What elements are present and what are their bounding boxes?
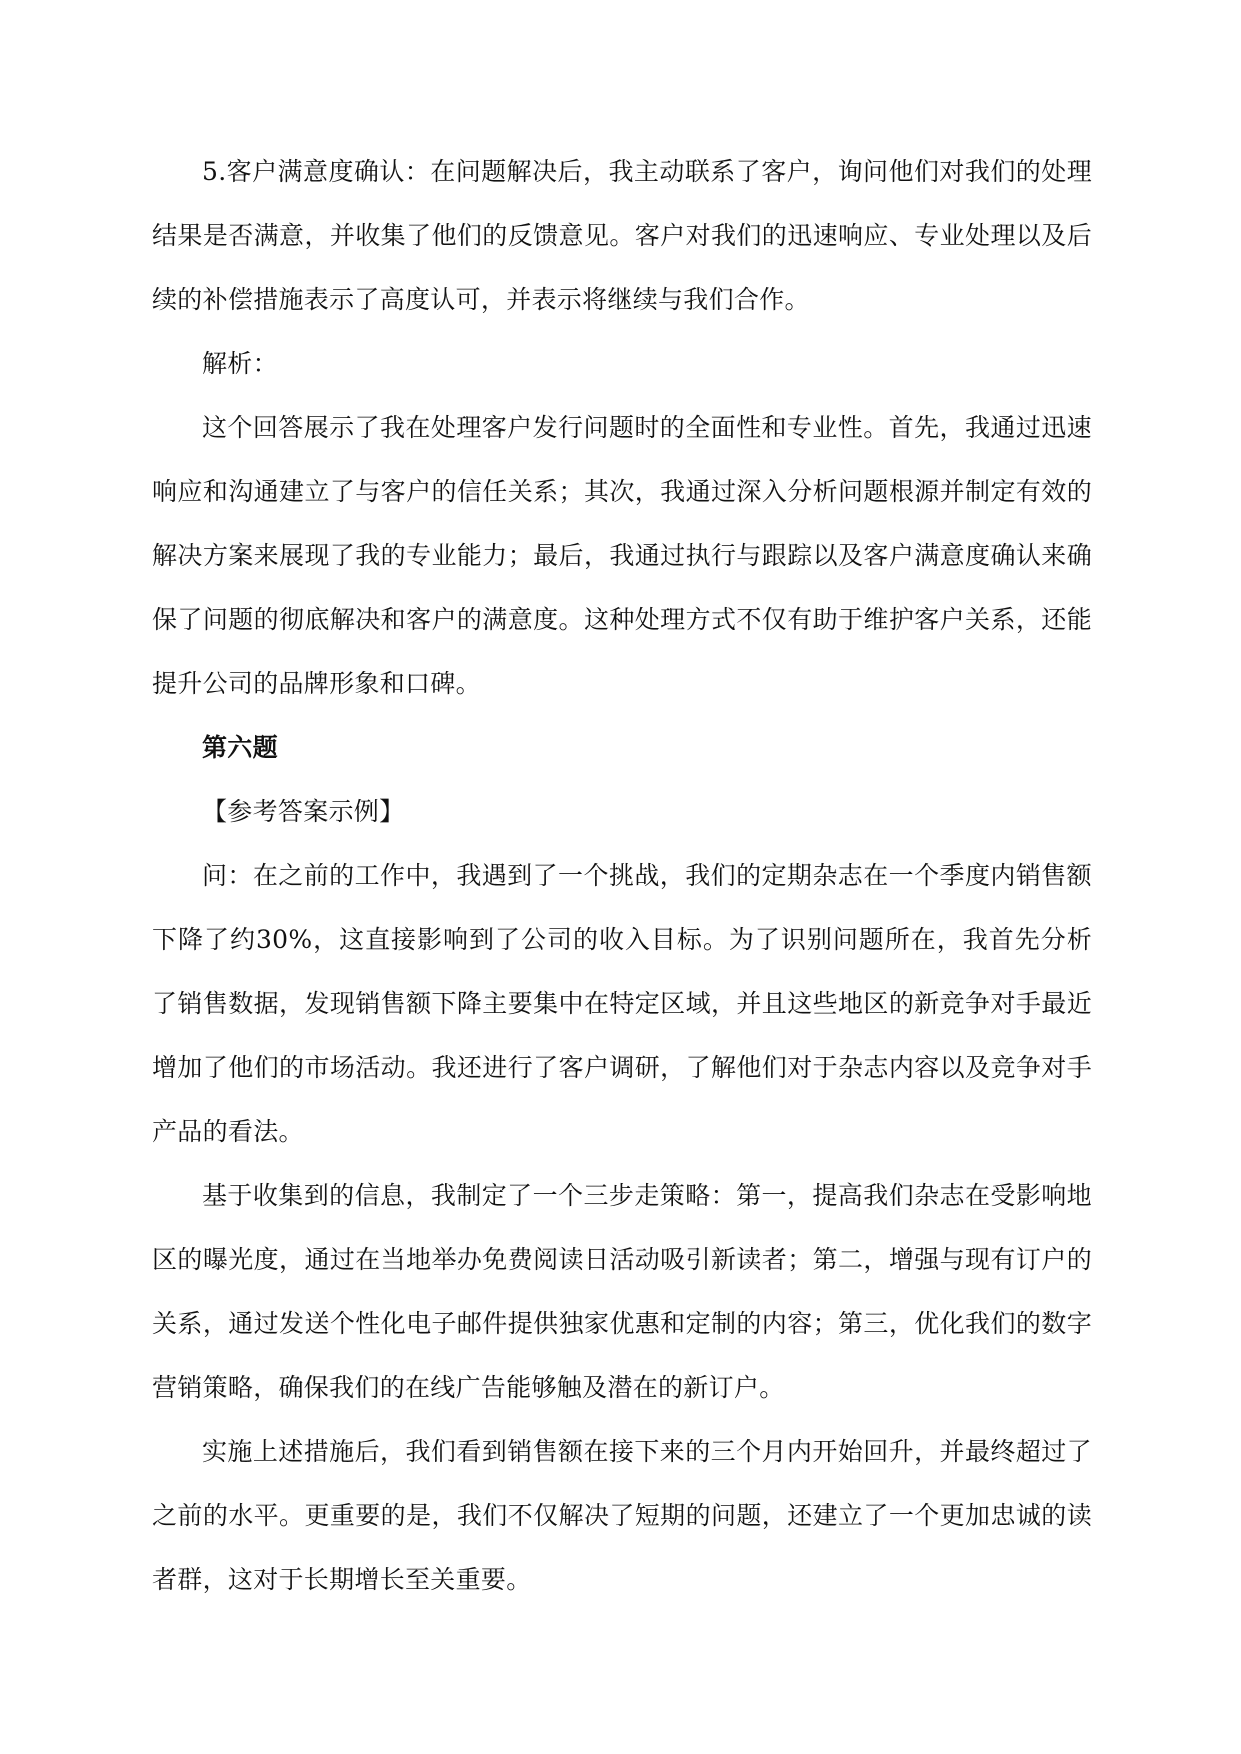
paragraph-analysis-label: 解析： <box>202 349 278 378</box>
reference-answer-label: 【参考答案示例】 <box>202 797 405 826</box>
paragraph-results: 实施上述措施后，我们看到销售额在接下来的三个月内开始回升，并最终超过了之前的水平。更重要的是，我们不仅解决了短期的问题，还建立了一个更加忠诚的读者群，这对于长期增长至关重要。 <box>152 1437 1092 1594</box>
paragraph-analysis: 这个回答展示了我在处理客户发行问题时的全面性和专业性。首先，我通过迅速响应和沟通建立了与客户的信任关系；其次，我通过深入分析问题根源并制定有效的解决方案来展现了我的专业能力；最后，我通过执行与跟踪以及客户满意度确认来确保了问题的彻底解决和客户的满意度。这种处理方式不仅有助于维护客户关系，还能提升公司的品牌形象和口碑。 <box>152 413 1092 698</box>
paragraph-question: 问：在之前的工作中，我遇到了一个挑战，我们的定期杂志在一个季度内销售额下降了约30%，这直接影响到了公司的收入目标。为了识别问题所在，我首先分析了销售数据，发现销售额下降主要集中在特定区域，并且这些地区的新竞争对手最近增加了他们的市场活动。我还进行了客户调研，了解他们对于杂志内容以及竞争对手产品的看法。 <box>152 861 1092 1146</box>
section-heading: 第六题 <box>202 733 278 762</box>
paragraph-customer-satisfaction: 5.客户满意度确认：在问题解决后，我主动联系了客户，询问他们对我们的处理结果是否满意，并收集了他们的反馈意见。客户对我们的迅速响应、专业处理以及后续的补偿措施表示了高度认可，并表示将继续与我们合作。 <box>152 157 1092 314</box>
document-page <box>152 140 1092 1612</box>
paragraph-strategy: 基于收集到的信息，我制定了一个三步走策略：第一，提高我们杂志在受影响地区的曝光度，通过在当地举办免费阅读日活动吸引新读者；第二，增强与现有订户的关系，通过发送个性化电子邮件提供独家优惠和定制的内容；第三，优化我们的数字营销策略，确保我们的在线广告能够触及潜在的新订户。 <box>152 1181 1092 1402</box>
